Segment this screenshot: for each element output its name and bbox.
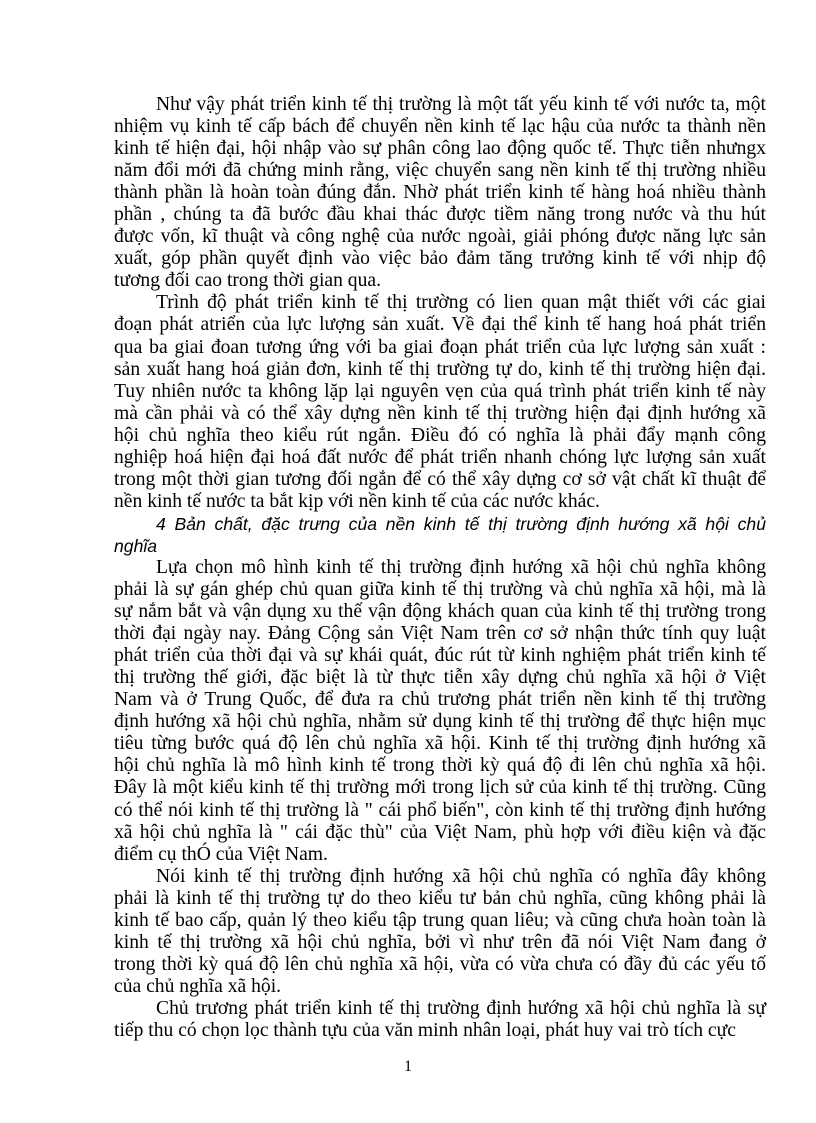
- text-line: hội chủ nghĩa theo kiểu rút ngắn. Điều đó có nghĩa là phải đẩy mạnh công: [114, 424, 766, 446]
- text-line: Nói kinh tế thị trường định hướng xã hội chủ nghĩa có nghĩa đây không: [156, 865, 766, 887]
- text-line: thời đại ngày nay. Đảng Cộng sản Việt Nam trên cơ sở nhận thức tính quy luật: [114, 623, 766, 645]
- text-line: kinh tế hiện đại, hội nhập vào sự phân công lao động quốc tế. Thực tiễn nhưngx: [114, 138, 766, 160]
- paragraph: [114, 866, 766, 998]
- text-line: Chủ trương phát triển kinh tế thị trường định hướng xã hội chủ nghĩa là sự: [156, 997, 766, 1019]
- text-line: nhiệm vụ kinh tế cấp bách để chuyển nền kinh tế lạc hậu của nước ta thành nền: [114, 116, 766, 138]
- text-line: thành phần là hoàn toàn đúng đắn. Nhờ phát triển kinh tế hàng hoá nhiều thành: [114, 182, 766, 204]
- text-line: điểm cụ thÓ của Việt Nam.: [114, 843, 328, 865]
- paragraph: [114, 998, 766, 1042]
- text-line: xuất, góp phần quyết định vào việc bảo đảm tăng trưởng kinh tế với nhịp độ: [114, 248, 766, 270]
- text-line: mà cần phải và có thể xây dựng nền kinh tế thị trường hiện đại định hướng xã: [114, 402, 766, 424]
- text-line: sự nắm bắt và vận dụng xu thế vận động khách quan của kinh tế thị trường trong: [114, 601, 766, 623]
- text-line: xã hội chủ nghĩa là " cái đặc thù" của Việt Nam, phù hợp với điều kiện và đặc: [114, 821, 766, 843]
- text-line: phải là sự gán ghép chủ quan giữa kinh tế thị trường và chủ nghĩa xã hội, mà là: [114, 579, 766, 601]
- paragraph: [114, 292, 766, 512]
- text-line: trong một thời gian tương đối ngắn để có thể xây dựng cơ sở vật chất kĩ thuật để: [114, 468, 766, 490]
- text-line: hội chủ nghĩa là mô hình kinh tế trong thời kỳ quá độ đi lên chủ nghĩa xã hội.: [114, 755, 766, 777]
- text-line: Đây là một kiểu kinh tế thị trường mới trong lịch sử của kinh tế thị trường. Cũng: [114, 777, 766, 799]
- text-line: phải là kinh tế thị trường tự do theo kiểu tư bản chủ nghĩa, cũng không phải là: [114, 887, 766, 909]
- text-line: kinh tế bao cấp, quản lý theo kiểu tập trung quan liêu; và cũng chưa hoàn toàn là: [114, 909, 766, 931]
- text-line: Trình độ phát triển kinh tế thị trường có lien quan mật thiết với các giai: [156, 292, 766, 314]
- text-line: Như vậy phát triển kinh tế thị trường là một tất yếu kinh tế với nước ta, một: [156, 94, 766, 115]
- text-line: tương đối cao trong thời gian qua.: [114, 270, 381, 292]
- paragraph: [114, 94, 766, 292]
- text-line: thị trường thế giới, đặc biệt là từ thực tiễn xây dựng chủ nghĩa xã hội ở Việt: [114, 667, 766, 689]
- text-line: phát triển của thời đại và sự khái quát, đúc rút từ kinh nghiệm phát triển kinh tế: [114, 645, 766, 667]
- text-line: Tuy nhiên nước ta không lặp lại nguyên vẹn của quá trình phát triển kinh tế này: [114, 380, 766, 402]
- text-line: được vốn, kĩ thuật và công nghệ của nước ngoài, giải phóng được năng lực sản: [114, 226, 766, 248]
- text-line: nền kinh tế nước ta bắt kịp với nền kinh tế của các nước khác.: [114, 490, 600, 512]
- text-line: kinh tế thị trường xã hội chủ nghĩa, bởi vì như trên đã nói Việt Nam đang ở: [114, 931, 766, 953]
- text-line: nghiệp hoá hiện đại hoá đất nước để phát triển nhanh chóng lực lượng sản xuất: [114, 446, 766, 468]
- text-line: qua ba giai đoan tương ứng với ba giai đoạn phát triển của lực lượng sản xuất :: [114, 336, 766, 358]
- paragraph: [114, 557, 766, 866]
- text-line: trong thời kỳ quá độ lên chủ nghĩa xã hội, vừa có vừa chưa có đầy đủ các yếu tố: [114, 953, 766, 975]
- text-line: định hướng xã hội chủ nghĩa, nhằm sử dụng kinh tế thị trường để thực hiện mục: [114, 711, 766, 733]
- text-line: năm đổi mới đã chứng minh rằng, việc chuyển sang nền kinh tế thị trường nhiều: [114, 160, 766, 182]
- page-number: 1: [404, 1058, 412, 1075]
- text-line: Lựa chọn mô hình kinh tế thị trường định hướng xã hội chủ nghĩa không: [156, 556, 766, 578]
- text-line: Nam và ở Trung Quốc, để đưa ra chủ trương phát triển nền kinh tế thị trường: [114, 689, 766, 711]
- text-line: nghĩa: [114, 535, 158, 556]
- text-line: phần , chúng ta đã bước đầu khai thác được tiềm năng trong nước và thu hút: [114, 204, 766, 226]
- text-line: 4 Bản chất, đặc trưng của nền kinh tế thị trường định hướng xã hội chủ: [156, 513, 766, 534]
- text-line: tiếp thu có chọn lọc thành tựu của văn minh nhân loại, phát huy vai trò tích cực: [114, 1019, 736, 1041]
- document-body: [114, 94, 766, 1042]
- text-line: sản xuất hang hoá giản đơn, kinh tế thị trường tự do, kinh tế thị trường hiện đại.: [114, 358, 766, 380]
- text-line: của chủ nghĩa xã hội.: [114, 975, 282, 997]
- text-line: có thể nói kinh tế thị trường là " cái phổ biến", còn kinh tế thị trường định hướng: [114, 799, 766, 821]
- text-line: đoạn phát atriển của lực lượng sản xuất. Về đại thể kinh tế hang hoá phát triển: [114, 314, 766, 336]
- text-line: tiêu từng bước quá độ lên chủ nghĩa xã hội. Kinh tế thị trường định hướng xã: [114, 733, 766, 755]
- section-heading: [114, 513, 766, 557]
